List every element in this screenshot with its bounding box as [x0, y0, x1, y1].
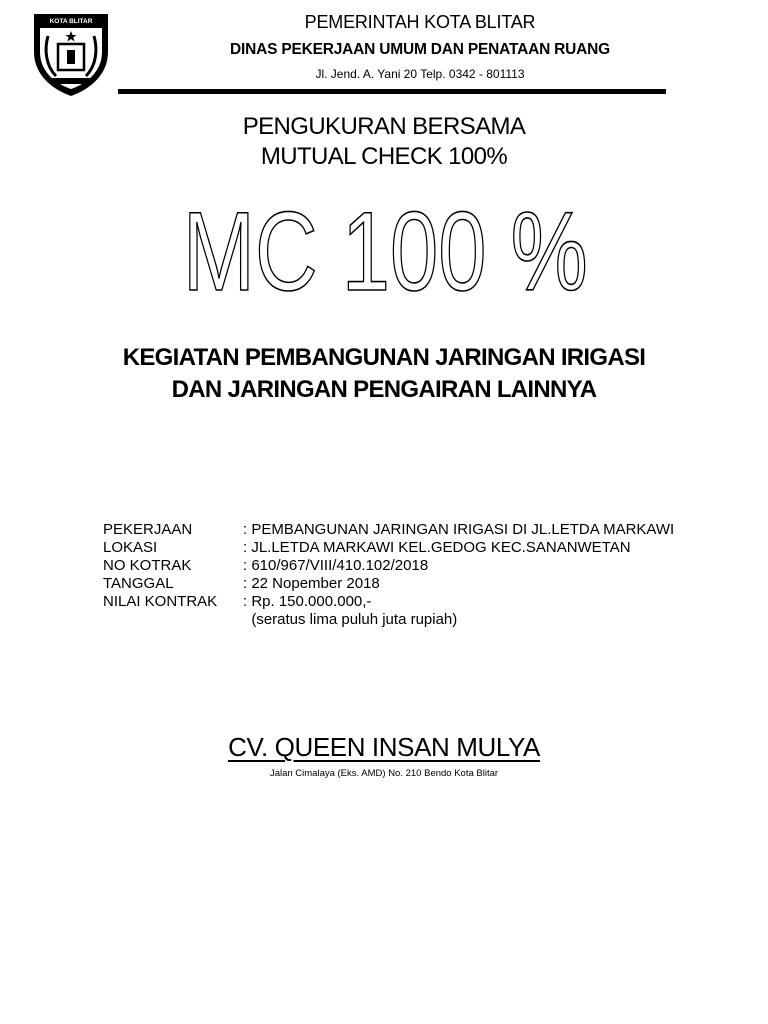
info-row-lokasi [103, 539, 631, 557]
info-label: NILAI KONTRAK [103, 593, 218, 610]
company-name [0, 732, 768, 763]
letterhead-divider [118, 89, 666, 94]
department-address: Jl. Jend. A. Yani 20 Telp. 0342 - 801113 [315, 67, 525, 81]
activity-title-line1: KEGIATAN PEMBANGUNAN JARINGAN IRIGASI [122, 344, 646, 371]
info-label: PEKERJAAN [103, 521, 193, 538]
info-value: : JL.LETDA MARKAWI KEL.GEDOG KEC.SANANWETAN [243, 539, 631, 556]
svg-text:MC 100 %: MC 100 % [182, 189, 588, 300]
company-address: Jalan Cimalaya (Eks. AMD) No. 210 Bendo Kota Blitar [269, 768, 499, 779]
info-label: TANGGAL [103, 575, 174, 592]
info-row-pekerjaan [103, 521, 674, 539]
info-label: LOKASI [103, 539, 158, 556]
document-title-line2: MUTUAL CHECK 100% [260, 143, 508, 170]
info-value: : Rp. 150.000.000,- [243, 593, 372, 610]
info-label: NO KOTRAK [103, 557, 192, 574]
document-title-line1: PENGUKURAN BERSAMA [242, 113, 526, 140]
info-value: (seratus lima puluh juta rupiah) [243, 611, 458, 628]
company-name-text: CV. QUEEN INSAN MULYA [228, 732, 540, 762]
svg-text:KOTA BLITAR: KOTA BLITAR [49, 18, 93, 25]
info-row-no-kontrak [103, 557, 428, 575]
kota-blitar-emblem [28, 6, 114, 98]
government-name: PEMERINTAH KOTA BLITAR [304, 12, 536, 32]
info-row-tanggal [103, 575, 380, 593]
info-row-nilai-kontrak [103, 593, 371, 611]
info-value: : 22 Nopember 2018 [243, 575, 380, 592]
info-value: : PEMBANGUNAN JARINGAN IRIGASI DI JL.LETDA MARKAWI [243, 521, 675, 538]
mc-100-outline-title [150, 184, 620, 300]
info-value: : 610/967/VIII/410.102/2018 [243, 557, 429, 574]
info-row-terbilang [103, 611, 457, 629]
activity-title-line2: DAN JARINGAN PENGAIRAN LAINNYA [171, 376, 597, 403]
department-name: DINAS PEKERJAAN UMUM DAN PENATAAN RUANG [230, 41, 610, 58]
